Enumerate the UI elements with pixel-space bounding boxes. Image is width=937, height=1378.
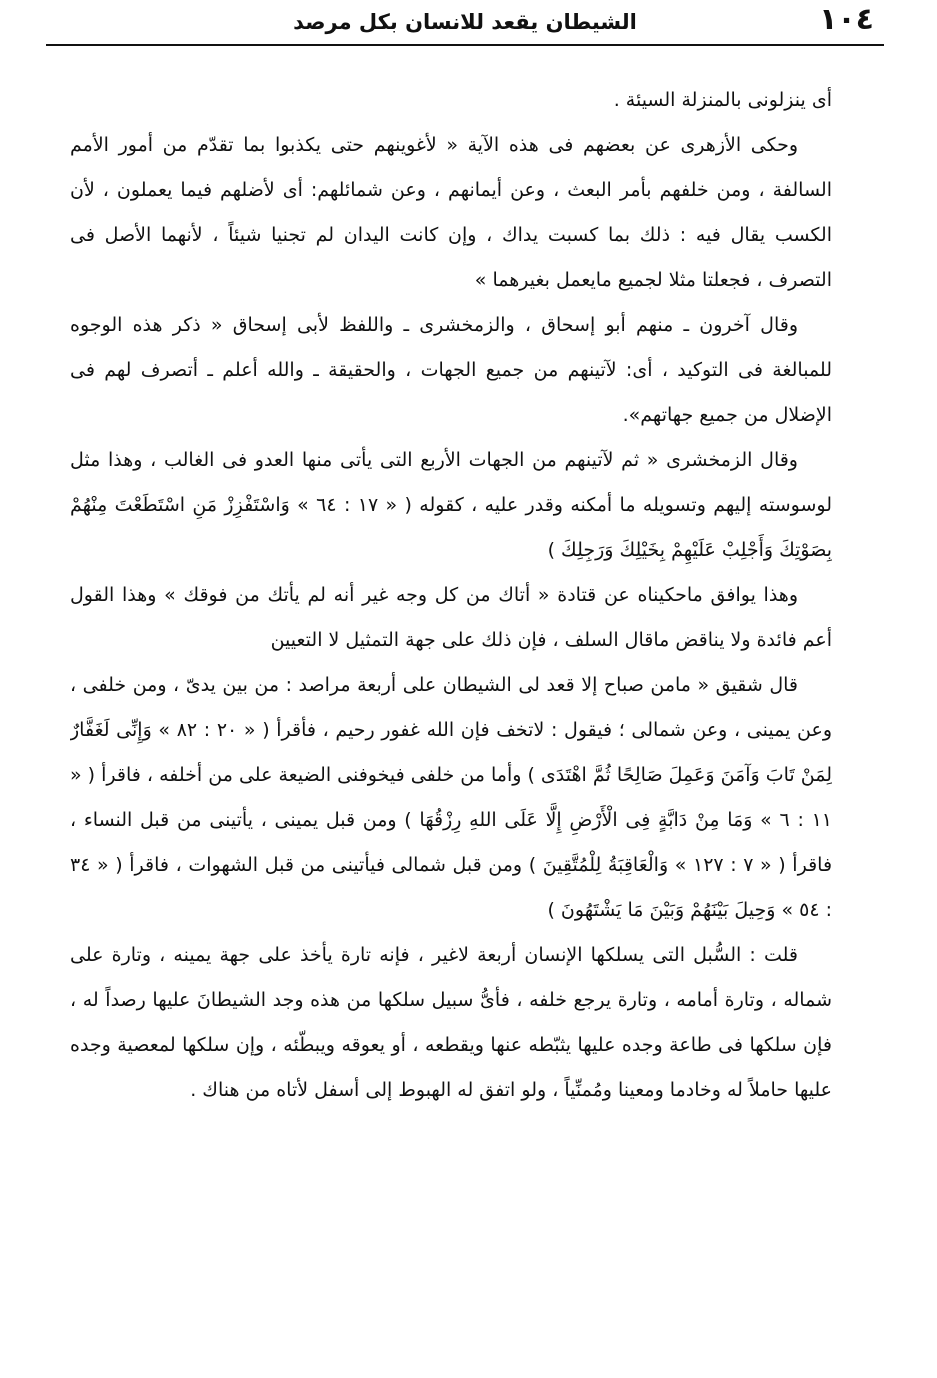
paragraph: وقال آخرون ـ منهم أبو إسحاق ، والزمخشرى ـ واللفظ لأبى إسحاق « ذكر هذه الوجوه للمبالغة فى التوكيد ، أى: لآتينهم من جميع الجهات ، والحقيقة ـ والله أعلم ـ أتصرف لهم فى الإضلال من جميع جهاتهم». (70, 314, 832, 426)
paragraph: وحكى الأزهرى عن بعضهم فى هذه الآية « لأغوينهم حتى يكذبوا بما تقدّم من أمور الأمم السالفة ، ومن خلفهم بأمر البعث ، وعن أيمانهم ، وعن شمائلهم: أى لأضلهم فيما يعملون ، لأن الكسب يقال فيه : ذلك بما كسبت يداك ، وإن كانت اليدان لم تجنيا شيئاً ، لأنهما الأصل فى التصرف ، فجعلتا مثلا لجميع مايعمل بغيرهما » (70, 134, 832, 291)
paragraph: وقال الزمخشرى « ثم لآتينهم من الجهات الأربع التى يأتى منها العدو فى الغالب ، وهذا مثل لوسوسته إليهم وتسويله ما أمكنه وقدر عليه ، كقوله ( « ١٧ : ٦٤ » وَاسْتَفْزِزْ مَنِ اسْتَطَعْتَ مِنْهُمْ بِصَوْتِكَ وَأَجْلِبْ عَلَيْهِمْ بِخَيْلِكَ وَرَجِلِكَ ) (70, 449, 832, 561)
paragraph: أى ينزلونى بالمنزلة السيئة . (613, 89, 832, 111)
paragraph: وهذا يوافق ماحكيناه عن قتادة « أتاك من كل وجه غير أنه لم يأتك من فوقك » وهذا القول أعم فائدة ولا يناقض ماقال السلف ، فإن ذلك على جهة التمثيل لا التعيين (70, 584, 832, 651)
running-title: الشيطان يقعد للانسان بكل مرصد (293, 10, 637, 34)
page-header (46, 2, 884, 38)
header-divider (46, 44, 884, 46)
page-number: ١٠٤ (819, 2, 874, 37)
body-text (70, 78, 832, 1358)
paragraph: قلت : السُّبل التى يسلكها الإنسان أربعة لاغير ، فإنه تارة يأخذ على جهة يمينه ، وتارة على شماله ، وتارة أمامه ، وتارة يرجع خلفه ، فأىُّ سبيل سلكها من هذه وجد الشيطانَ عليها رصداً له ، فإن سلكها فى طاعة وجده عليها يثبّطه عنها ويقطعه ، أو يعوقه ويبطّئه ، وإن سلكها لمعصية وجده عليها حاملاً له وخادما ومعينا ومُمنِّياً ، ولو اتفق له الهبوط إلى أسفل لأتاه من هناك . (70, 944, 832, 1101)
paragraph: قال شقيق « مامن صباح إلا قعد لى الشيطان على أربعة مراصد : من بين يدىّ ، ومن خلفى ، وعن يمينى ، وعن شمالى ؛ فيقول : لاتخف فإن الله غفور رحيم ، فأقرأ ( « ٢٠ : ٨٢ » وَإِنِّى لَغَفَّارٌ لِمَنْ تَابَ وَآمَنَ وَعَمِلَ صَالِحًا ثُمَّ اهْتَدَى ) وأما من خلفى فيخوفنى الضيعة على من أخلفه ، فاقرأ ( « ١١ : ٦ » وَمَا مِنْ دَابَّةٍ فِى الْأَرْضِ إِلَّا عَلَى اللهِ رِزْقُهَا ) ومن قبل يمينى ، يأتينى من قبل النساء ، فاقرأ ( « ٧ : ١٢٧ » وَالْعَاقِبَةُ لِلْمُتَّقِينَ ) ومن قبل شمالى فيأتينى من قبل الشهوات ، فاقرأ ( « ٣٤ : ٥٤ » وَحِيلَ بَيْنَهُمْ وَبَيْنَ مَا يَشْتَهُونَ ) (70, 674, 832, 921)
